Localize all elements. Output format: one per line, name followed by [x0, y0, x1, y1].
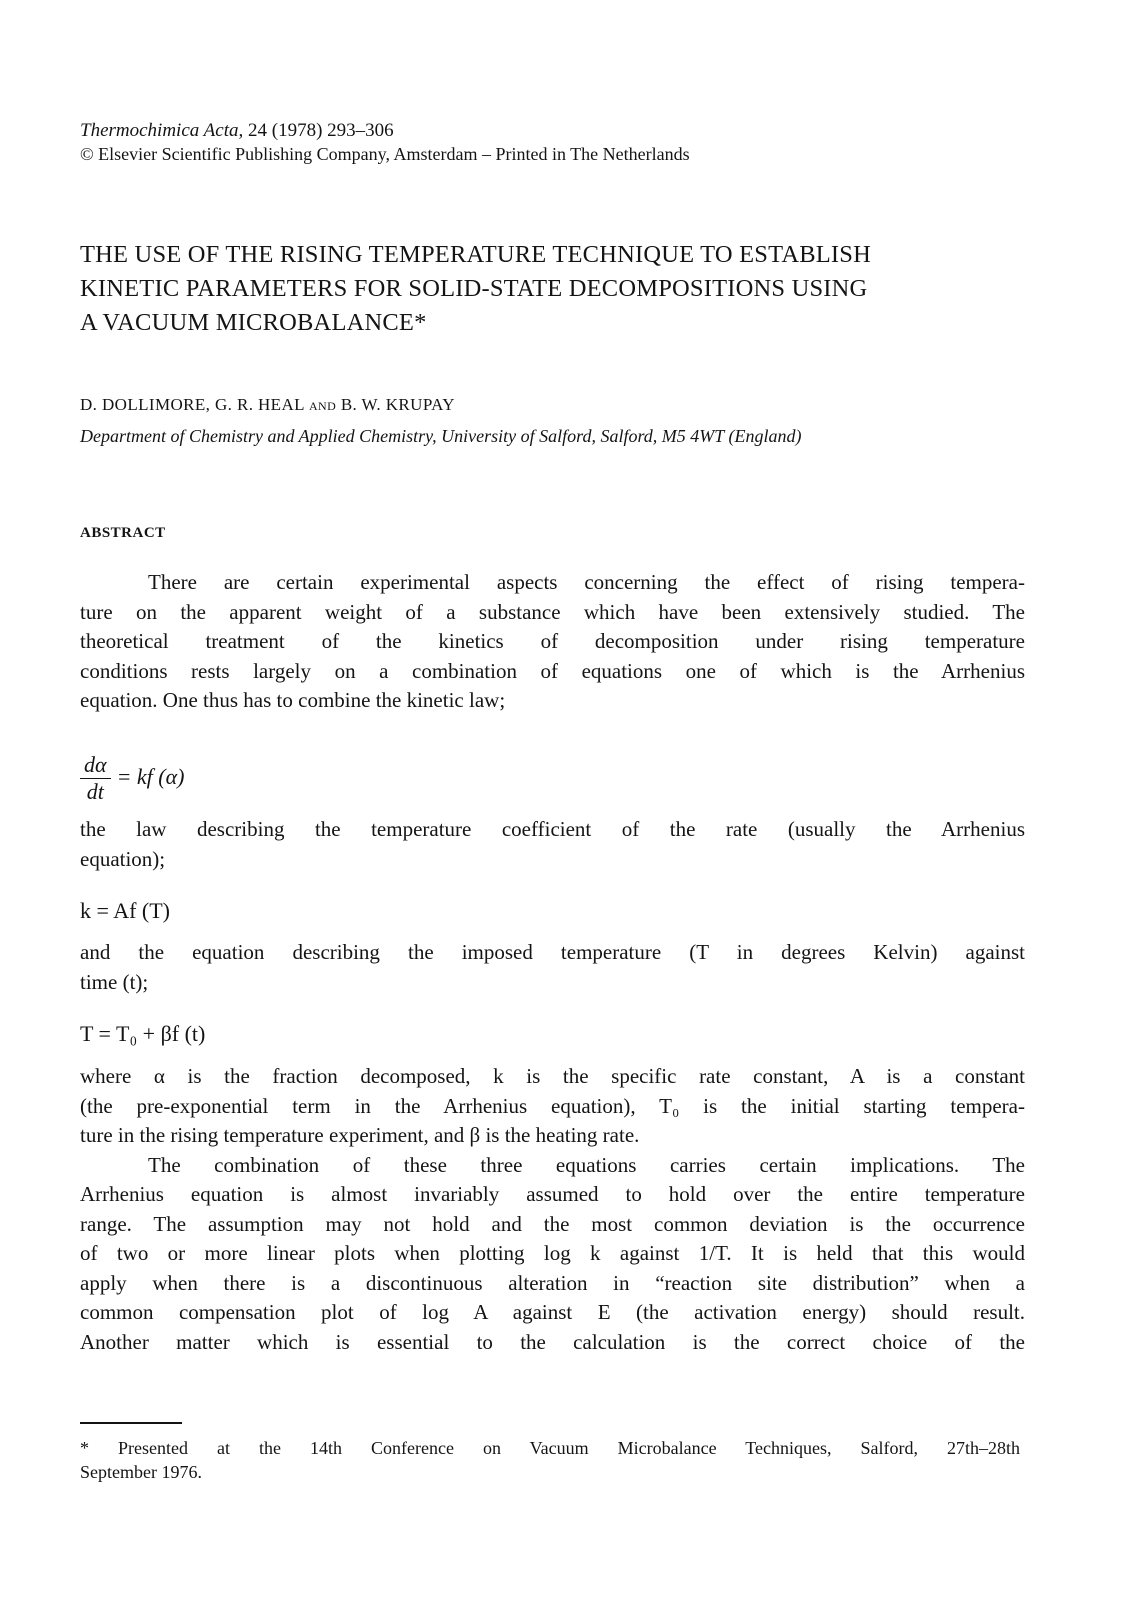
equation-rhs: = kf (α) [116, 763, 185, 789]
abstract-paragraph [80, 815, 1025, 874]
abstract-paragraph [80, 938, 1025, 997]
text-line: common compensation plot of log A against E (the activation energy) should result. [80, 1300, 1025, 1324]
title-line: A VACUUM MICROBALANCE* [80, 309, 427, 336]
text-line: Another matter which is essential to the calculation is the correct choice of the [80, 1329, 1025, 1354]
text-line: and the equation describing the imposed temperature (T in degrees Kelvin) against [80, 940, 1025, 964]
journal-name: Thermochimica Acta, [80, 120, 244, 141]
title-line: THE USE OF THE RISING TEMPERATURE TECHNIQUE TO ESTABLISH [80, 241, 872, 268]
journal-volume: 24 (1978) 293–306 [248, 120, 394, 141]
paper-title [80, 238, 1025, 340]
text-line: conditions rests largely on a combination of equations one of which is the Arrhenius [80, 658, 1025, 683]
text-line: range. The assumption may not hold and the most common deviation is the occurrence [80, 1211, 1025, 1236]
text-line: The combination of these three equations carries certain implications. The [148, 1152, 1025, 1177]
abstract-paragraph [80, 1062, 1025, 1357]
text-line: ture in the rising temperature experiment, and β is the heating rate. [80, 1123, 640, 1147]
fraction-denominator: dt [86, 779, 104, 804]
footnote-divider [80, 1422, 182, 1424]
text-line: equation. One thus has to combine the kinetic law; [80, 688, 506, 712]
equation-kinetic-law [80, 752, 185, 805]
fraction-numerator: dα [80, 752, 111, 779]
footnote [80, 1436, 1020, 1484]
text-line: (the pre-exponential term in the Arrhenius equation), T₀ is the initial starting tempera- [80, 1093, 1025, 1118]
equation-temperature-program: T = T₀ + βf (t) [80, 1021, 206, 1046]
fraction [80, 752, 111, 805]
copyright-line: © Elsevier Scientific Publishing Company, Amsterdam – Printed in The Netherlands [80, 144, 690, 164]
text-line: of two or more linear plots when plotting log k against 1/T. It is held that this would [80, 1241, 1025, 1265]
text-line: the law describing the temperature coefficient of the rate (usually the Arrhenius [80, 817, 1025, 841]
footnote-line: * Presented at the 14th Conference on Vacuum Microbalance Techniques, Salford, 27th–28th [80, 1438, 1020, 1458]
equation-arrhenius: k = Af (T) [80, 898, 170, 923]
journal-citation [80, 119, 394, 143]
title-line: KINETIC PARAMETERS FOR SOLID-STATE DECOMPOSITIONS USING [80, 275, 868, 302]
author-conjunction: AND [308, 399, 337, 413]
author-names: B. W. KRUPAY [340, 395, 455, 414]
footnote-line: September 1976. [80, 1462, 202, 1482]
text-line: theoretical treatment of the kinetics of decomposition under rising temperature [80, 629, 1025, 653]
text-line: apply when there is a discontinuous alteration in “reaction site distribution” when a [80, 1270, 1025, 1295]
text-line: Arrhenius equation is almost invariably assumed to hold over the entire temperature [80, 1182, 1025, 1206]
text-line: ture on the apparent weight of a substance which have been extensively studied. The [80, 599, 1025, 624]
abstract-paragraph [80, 568, 1025, 716]
text-line: where α is the fraction decomposed, k is the specific rate constant, A is a constant [80, 1064, 1025, 1088]
text-line: equation); [80, 846, 166, 871]
abstract-heading: ABSTRACT [80, 525, 166, 541]
author-affiliation: Department of Chemistry and Applied Chemistry, University of Salford, Salford, M5 4WT (England) [80, 426, 802, 446]
text-line: time (t); [80, 969, 149, 994]
text-line: There are certain experimental aspects concerning the effect of rising tempera- [148, 570, 1025, 594]
author-names: D. DOLLIMORE, G. R. HEAL [80, 395, 305, 414]
author-list [80, 394, 455, 417]
